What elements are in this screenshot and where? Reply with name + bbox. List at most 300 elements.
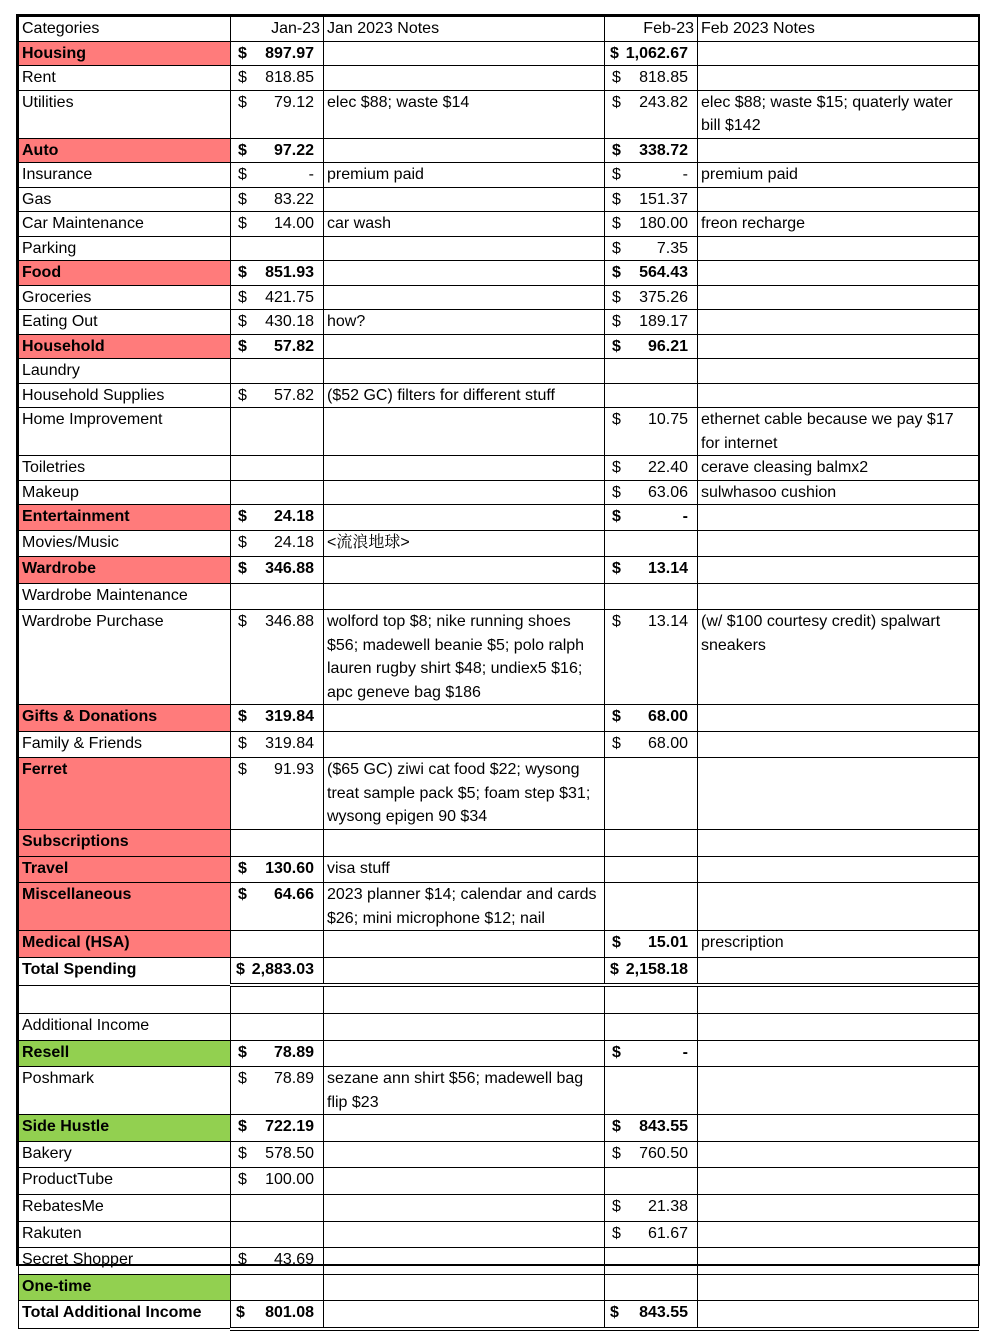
table-row [19,1248,979,1275]
table-row [19,456,979,481]
currency-symbol: $ [612,337,621,355]
currency-symbol: $ [238,1043,247,1061]
amount-value: 843.55 [639,1118,688,1136]
feb-notes-cell [698,829,979,856]
currency-symbol: $ [612,483,621,501]
feb-amount-cell [605,138,698,163]
jan-notes-cell: 2023 planner $14; calendar and cards $26; mini microphone $12; nail [324,883,605,931]
category-cell: Bakery [19,1141,231,1168]
category-cell: Additional Income [19,1013,231,1040]
jan-notes-cell [324,1040,605,1067]
category-cell: Household [19,334,231,359]
amount-value: 760.50 [639,1144,688,1162]
currency-symbol: $ [238,859,247,877]
feb-notes-cell [698,138,979,163]
currency-symbol: $ [238,69,247,86]
feb-amount-cell [605,1221,698,1248]
category-cell: Rakuten [19,1221,231,1248]
table-row [19,359,979,384]
jan-amount-cell [231,1141,324,1168]
jan-notes-cell [324,408,605,456]
jan-notes-cell [324,1274,605,1301]
category-cell: ProductTube [19,1168,231,1195]
amount-value: 319.84 [265,734,314,752]
currency-symbol: $ [238,1251,247,1269]
jan-notes-cell: sezane ann shirt $56; madewell bag flip $23 [324,1067,605,1115]
category-cell: Total Additional Income [19,1301,231,1329]
category-cell: Total Spending [19,957,231,985]
category-cell: RebatesMe [19,1194,231,1221]
jan-notes-cell: elec $88; waste $14 [324,90,605,138]
header-categories: Categories [19,17,231,42]
category-cell: Wardrobe [19,557,231,584]
feb-notes-cell [698,1221,979,1248]
jan-amount-cell [231,1274,324,1301]
category-cell: Miscellaneous [19,883,231,931]
table-row [19,829,979,856]
table-row [19,261,979,286]
jan-amount-cell [231,557,324,584]
amount-value: 2,158.18 [625,960,688,978]
feb-notes-cell [698,758,979,830]
table-row [19,931,979,958]
jan-notes-cell [324,41,605,66]
currency-symbol: $ [238,313,247,330]
jan-amount-cell [231,610,324,705]
table-row [19,480,979,505]
table-row [19,758,979,830]
feb-notes-cell [698,883,979,931]
amount-value: 14.00 [273,215,314,232]
feb-notes-cell [698,505,979,531]
jan-notes-cell [324,1141,605,1168]
category-cell: Parking [19,236,231,261]
currency-symbol: $ [610,960,619,978]
feb-amount-cell [605,1013,698,1040]
table-row [19,408,979,456]
currency-symbol: $ [612,1197,621,1215]
category-cell: Resell [19,1040,231,1067]
amount-value: 97.22 [273,141,314,159]
feb-notes-cell [698,856,979,883]
table-row [19,557,979,584]
category-cell: Car Maintenance [19,212,231,237]
feb-notes-cell [698,66,979,91]
category-cell: Makeup [19,480,231,505]
feb-amount-cell [605,383,698,408]
jan-notes-cell: car wash [324,212,605,237]
jan-amount-cell [231,261,324,286]
currency-symbol: $ [238,1118,247,1136]
amount-value: 13.14 [647,560,688,578]
jan-amount-cell [231,456,324,481]
jan-notes-cell [324,187,605,212]
currency-symbol: $ [612,1144,621,1162]
feb-notes-cell [698,383,979,408]
jan-notes-cell [324,505,605,531]
amount-value: 68.00 [647,708,688,726]
jan-amount-cell [231,334,324,359]
table-row [19,530,979,557]
amount-value: 24.18 [273,508,314,525]
table-row [19,985,979,1013]
jan-notes-cell [324,1115,605,1142]
feb-amount-cell [605,731,698,758]
feb-notes-cell [698,1194,979,1221]
feb-amount-cell [605,41,698,66]
category-cell [19,985,231,1013]
currency-symbol: $ [612,166,621,183]
jan-amount-cell [231,480,324,505]
feb-amount-cell [605,1141,698,1168]
feb-amount-cell [605,856,698,883]
table-row [19,1141,979,1168]
jan-amount-cell [231,1221,324,1248]
currency-symbol: $ [238,44,247,62]
currency-symbol: $ [612,1043,621,1061]
amount-value: 130.60 [265,859,314,877]
currency-symbol: $ [612,459,621,476]
feb-notes-cell [698,1301,979,1329]
jan-notes-cell: wolford top $8; nike running shoes $56; madewell beanie $5; polo ralph lauren rugby shirt $48; undiex5 $16; apc geneve bag $186 [324,610,605,705]
jan-amount-cell [231,883,324,931]
jan-notes-cell: <流浪地球> [324,530,605,557]
feb-notes-cell [698,334,979,359]
jan-amount-cell [231,957,324,985]
feb-notes-cell [698,1141,979,1168]
amount-value: 57.82 [273,337,314,355]
category-cell: Groceries [19,285,231,310]
jan-amount-cell [231,1013,324,1040]
amount-value: 319.84 [265,708,314,726]
amount-value: 43.69 [273,1251,314,1269]
header-row [19,17,979,42]
feb-amount-cell [605,1194,698,1221]
table-row [19,1168,979,1195]
category-cell: Household Supplies [19,383,231,408]
feb-amount-cell [605,1115,698,1142]
feb-notes-cell [698,285,979,310]
amount-value: 1,062.67 [625,44,688,62]
currency-symbol: $ [612,411,621,428]
feb-notes-cell: sulwhasoo cushion [698,480,979,505]
feb-amount-cell [605,310,698,335]
category-cell: Eating Out [19,310,231,335]
feb-notes-cell [698,187,979,212]
jan-amount-cell [231,530,324,557]
jan-amount-cell [231,985,324,1013]
table-row [19,731,979,758]
jan-notes-cell [324,1221,605,1248]
feb-amount-cell [605,212,698,237]
table-row [19,1013,979,1040]
category-cell: Auto [19,138,231,163]
jan-amount-cell [231,383,324,408]
feb-amount-cell [605,530,698,557]
amount-value: 818.85 [639,69,688,86]
feb-amount-cell [605,957,698,985]
jan-notes-cell [324,285,605,310]
jan-amount-cell [231,758,324,830]
jan-amount-cell [231,931,324,958]
currency-symbol: $ [612,1224,621,1242]
jan-notes-cell [324,985,605,1013]
feb-notes-cell [698,530,979,557]
feb-notes-cell: premium paid [698,163,979,188]
table-row [19,1194,979,1221]
feb-notes-cell [698,1013,979,1040]
jan-notes-cell [324,1194,605,1221]
feb-notes-cell [698,583,979,610]
feb-amount-cell [605,187,698,212]
table-row [19,1274,979,1301]
jan-notes-cell [324,1248,605,1275]
feb-amount-cell [605,66,698,91]
category-cell: Subscriptions [19,829,231,856]
amount-value: 91.93 [273,761,314,779]
feb-amount-cell [605,236,698,261]
currency-symbol: $ [238,734,247,752]
feb-amount-cell [605,1168,698,1195]
jan-notes-cell [324,138,605,163]
category-cell: Ferret [19,758,231,830]
jan-notes-cell: how? [324,310,605,335]
currency-symbol: $ [612,93,621,111]
jan-notes-cell: ($65 GC) ziwi cat food $22; wysong treat sample pack $5; foam step $31; wysong epigen 90 $34 [324,758,605,830]
jan-notes-cell [324,583,605,610]
budget-table [18,16,979,1331]
jan-amount-cell [231,236,324,261]
table-row [19,1301,979,1329]
feb-notes-cell: (w/ $100 courtesy credit) spalwart sneakers [698,610,979,705]
amount-value: 243.82 [639,93,688,111]
feb-amount-cell [605,456,698,481]
feb-amount-cell [605,829,698,856]
currency-symbol: $ [238,761,247,779]
feb-notes-cell: elec $88; waste $15; quaterly water bill $142 [698,90,979,138]
jan-amount-cell [231,731,324,758]
currency-symbol: $ [238,886,247,904]
amount-value: 78.89 [273,1043,314,1061]
jan-amount-cell [231,505,324,531]
amount-value: 61.67 [647,1224,688,1242]
feb-amount-cell [605,705,698,732]
amount-value: 100.00 [265,1171,314,1189]
jan-notes-cell [324,1301,605,1329]
feb-notes-cell [698,41,979,66]
table-row [19,310,979,335]
currency-symbol: $ [238,141,247,159]
budget-spreadsheet [16,14,980,1322]
amount-value: 64.66 [273,886,314,904]
category-cell: Side Hustle [19,1115,231,1142]
category-cell: Utilities [19,90,231,138]
feb-amount-cell [605,931,698,958]
header-jan-notes: Jan 2023 Notes [324,17,605,42]
jan-notes-cell [324,66,605,91]
feb-amount-cell [605,163,698,188]
jan-amount-cell [231,1301,324,1329]
feb-notes-cell [698,1040,979,1067]
table-row [19,236,979,261]
currency-symbol: $ [612,141,621,159]
currency-symbol: $ [612,313,621,330]
jan-amount-cell [231,310,324,335]
currency-symbol: $ [612,239,621,257]
currency-symbol: $ [612,69,621,86]
feb-amount-cell [605,408,698,456]
feb-notes-cell [698,1115,979,1142]
jan-amount-cell [231,1067,324,1115]
amount-value: 375.26 [639,288,688,306]
feb-amount-cell [605,583,698,610]
feb-amount-cell [605,261,698,286]
table-row [19,187,979,212]
currency-symbol: $ [612,560,621,578]
header-jan: Jan-23 [231,17,324,42]
table-row [19,90,979,138]
category-cell: Entertainment [19,505,231,531]
currency-symbol: $ [238,386,247,404]
header-feb-notes: Feb 2023 Notes [698,17,979,42]
amount-value: 897.97 [265,44,314,62]
category-cell: Insurance [19,163,231,188]
jan-notes-cell [324,957,605,985]
amount-value: 7.35 [656,239,688,257]
jan-amount-cell [231,41,324,66]
jan-amount-cell [231,90,324,138]
feb-notes-cell [698,261,979,286]
jan-amount-cell [231,212,324,237]
amount-value: - [682,508,688,525]
currency-symbol: $ [612,264,621,281]
feb-amount-cell [605,1248,698,1275]
currency-symbol: $ [236,1304,245,1322]
category-cell: Travel [19,856,231,883]
currency-symbol: $ [238,264,247,281]
amount-value: 10.75 [647,411,688,428]
amount-value: 180.00 [639,215,688,232]
currency-symbol: $ [612,190,621,208]
feb-notes-cell [698,731,979,758]
feb-amount-cell [605,90,698,138]
jan-amount-cell [231,1168,324,1195]
jan-notes-cell [324,829,605,856]
jan-notes-cell [324,557,605,584]
currency-symbol: $ [612,1118,621,1136]
currency-symbol: $ [612,613,621,631]
feb-notes-cell [698,705,979,732]
header-feb: Feb-23 [605,17,698,42]
currency-symbol: $ [238,93,247,111]
jan-amount-cell [231,1248,324,1275]
currency-symbol: $ [238,288,247,306]
jan-amount-cell [231,829,324,856]
table-row [19,883,979,931]
amount-value: 68.00 [647,734,688,752]
jan-notes-cell [324,480,605,505]
category-cell: Poshmark [19,1067,231,1115]
feb-notes-cell [698,557,979,584]
feb-notes-cell: freon recharge [698,212,979,237]
jan-notes-cell: visa stuff [324,856,605,883]
feb-amount-cell [605,1301,698,1329]
category-cell: Family & Friends [19,731,231,758]
table-row [19,1221,979,1248]
feb-amount-cell [605,285,698,310]
amount-value: 338.72 [639,141,688,159]
jan-amount-cell [231,138,324,163]
jan-amount-cell [231,856,324,883]
feb-notes-cell [698,1274,979,1301]
category-cell: Laundry [19,359,231,384]
jan-amount-cell [231,187,324,212]
feb-amount-cell [605,1274,698,1301]
amount-value: - [308,166,314,183]
amount-value: 22.40 [647,459,688,476]
amount-value: 57.82 [273,386,314,404]
currency-symbol: $ [612,734,621,752]
category-cell: Home Improvement [19,408,231,456]
table-row [19,1115,979,1142]
category-cell: Housing [19,41,231,66]
table-row [19,41,979,66]
feb-notes-cell [698,359,979,384]
table-row [19,285,979,310]
feb-notes-cell [698,1067,979,1115]
feb-amount-cell [605,610,698,705]
amount-value: 430.18 [265,313,314,330]
currency-symbol: $ [238,1070,247,1088]
amount-value: 578.50 [265,1144,314,1162]
currency-symbol: $ [238,337,247,355]
currency-symbol: $ [238,190,247,208]
amount-value: 78.89 [273,1070,314,1088]
amount-value: 15.01 [647,934,688,952]
category-cell: Medical (HSA) [19,931,231,958]
currency-symbol: $ [612,708,621,726]
feb-amount-cell [605,1067,698,1115]
jan-amount-cell [231,583,324,610]
table-row [19,212,979,237]
jan-notes-cell: premium paid [324,163,605,188]
feb-amount-cell [605,505,698,531]
table-row [19,163,979,188]
feb-amount-cell [605,557,698,584]
currency-symbol: $ [238,533,247,551]
currency-symbol: $ [238,215,247,232]
currency-symbol: $ [612,934,621,952]
feb-amount-cell [605,334,698,359]
category-cell: Rent [19,66,231,91]
table-row [19,505,979,531]
currency-symbol: $ [612,215,621,232]
feb-notes-cell: ethernet cable because we pay $17 for internet [698,408,979,456]
jan-amount-cell [231,66,324,91]
feb-notes-cell: cerave cleasing balmx2 [698,456,979,481]
jan-notes-cell [324,334,605,359]
currency-symbol: $ [238,1171,247,1189]
jan-notes-cell [324,931,605,958]
feb-notes-cell [698,985,979,1013]
feb-amount-cell [605,1040,698,1067]
table-row [19,138,979,163]
category-cell: Wardrobe Maintenance [19,583,231,610]
jan-notes-cell [324,731,605,758]
feb-amount-cell [605,480,698,505]
table-row [19,583,979,610]
jan-amount-cell [231,705,324,732]
